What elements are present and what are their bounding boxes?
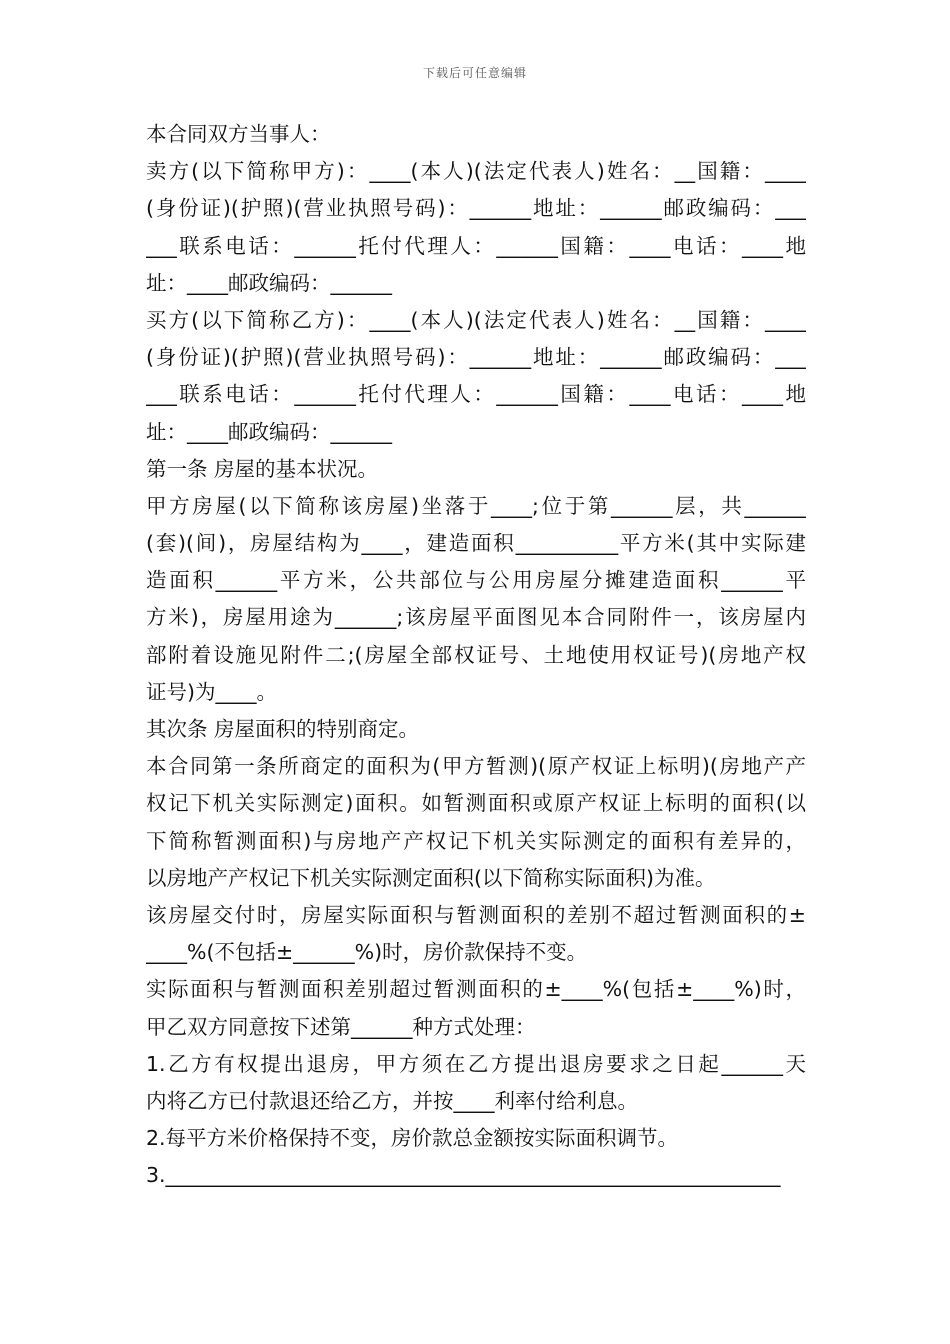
contract-line: 甲方房屋(以下简称该房屋)坐落于____;位于第______层，共______: [146, 493, 806, 518]
contract-line: 本合同双方当事人：: [146, 122, 331, 146]
contract-line: 以房地产产权记下机关实际测定面积(以下简称实际面积)为准。: [146, 865, 716, 890]
contract-line: (套)(间)，房屋结构为____，建造面积__________平方米(其中实际建: [146, 531, 806, 556]
contract-line: 证号)为____。: [146, 679, 277, 704]
contract-line: 3.____________________________________________________________: [146, 1163, 781, 1188]
contract-line: 部附着设施见附件二;(房屋全部权证号、土地使用权证号)(房地产权: [146, 642, 806, 667]
contract-line: (身份证)(护照)(营业执照号码)：______地址：______邮政编码：___: [146, 196, 806, 221]
contract-line: 1.乙方有权提出退房，甲方须在乙方提出退房要求之日起______天: [146, 1051, 806, 1076]
contract-line: 下简称暂测面积)与房地产产权记下机关实际测定的面积有差异的，: [146, 828, 806, 853]
contract-line: ____%(不包括±______%)时，房价款保持不变。: [146, 940, 588, 965]
contract-line: ___联系电话：______托付代理人：______国籍：____电话：____地: [146, 233, 806, 258]
contract-line: 买方(以下简称乙方)：____(本人)(法定代表人)姓名：__国籍：____: [146, 307, 806, 332]
section-heading: 第一条 房屋的基本状况。: [146, 456, 379, 481]
contract-line: 2.每平方米价格保持不变，房价款总金额按实际面积调节。: [146, 1126, 679, 1151]
section-heading: 其次条 房屋面积的特别商定。: [146, 717, 420, 741]
contract-line: 造面积______平方米，公共部位与公用房屋分摊建造面积______平: [146, 568, 806, 593]
contract-line: 权记下机关实际测定)面积。如暂测面积或原产权证上标明的面积(以: [146, 791, 806, 816]
contract-line: 内将乙方已付款退还给乙方，并按____利率付给利息。: [146, 1088, 638, 1113]
contract-line: 本合同第一条所商定的面积为(甲方暂测)(原产权证上标明)(房地产产: [146, 754, 806, 779]
page-header-note: 下载后可任意编辑: [422, 66, 527, 80]
contract-line: 址：____邮政编码：______: [146, 270, 392, 295]
contract-line: 址：____邮政编码：______: [146, 419, 392, 444]
contract-line: 甲乙双方同意按下述第______种方式处理：: [146, 1014, 536, 1039]
contract-line: 卖方(以下简称甲方)：____(本人)(法定代表人)姓名：__国籍：____: [146, 159, 806, 184]
contract-line: 方米)，房屋用途为______;该房屋平面图见本合同附件一，该房屋内: [146, 605, 806, 630]
contract-line: 该房屋交付时，房屋实际面积与暂测面积的差别不超过暂测面积的±: [146, 902, 806, 927]
contract-line: (身份证)(护照)(营业执照号码)：______地址：______邮政编码：___: [146, 345, 806, 370]
contract-line: ___联系电话：______托付代理人：______国籍：____电话：____地: [146, 382, 806, 407]
contract-line: 实际面积与暂测面积差别超过暂测面积的±____%(包括±____%)时，: [146, 977, 806, 1002]
contract-body: [146, 116, 806, 1194]
